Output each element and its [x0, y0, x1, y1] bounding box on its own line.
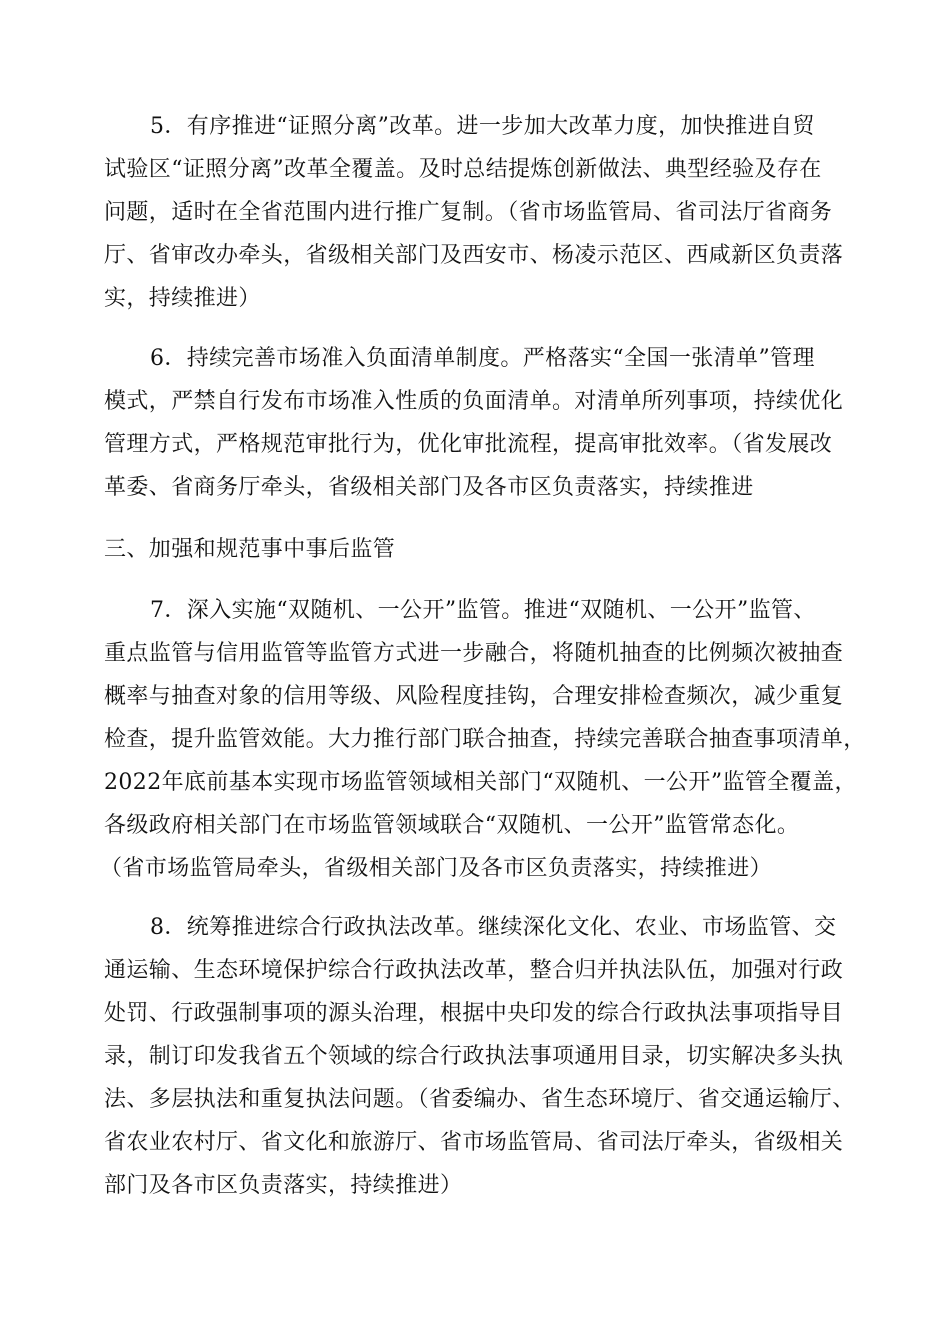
- paragraph-line: 重点监管与信用监管等监管方式进一步融合，将随机抽查的比例频次被抽查: [104, 641, 844, 666]
- paragraph-line: 7．深入实施“双随机、一公开”监管。推进“双随机、一公开”监管、: [150, 598, 816, 623]
- section-heading: 三、加强和规范事中事后监管: [104, 537, 396, 562]
- paragraph-line: （省市场监管局牵头，省级相关部门及各市区负责落实，持续推进）: [100, 856, 773, 881]
- paragraph-line: 5．有序推进“证照分离”改革。进一步加大改革力度，加快推进自贸: [150, 114, 815, 139]
- paragraph-line: 录，制订印发我省五个领域的综合行政执法事项通用目录，切实解决多头执: [104, 1044, 844, 1069]
- paragraph-line: 处罚、行政强制事项的源头治理，根据中央印发的综合行政执法事项指导目: [104, 1001, 844, 1026]
- paragraph-line: 检查，提升监管效能。大力推行部门联合抽查，持续完善联合抽查事项清单，: [104, 727, 866, 752]
- paragraph-line: 通运输、生态环境保护综合行政执法改革，整合归并执法队伍，加强对行政: [104, 958, 844, 983]
- paragraph-line: 实，持续推进）: [104, 286, 261, 311]
- paragraph-line: 8．统筹推进综合行政执法改革。继续深化文化、农业、市场监管、交: [150, 915, 837, 940]
- paragraph-line: 厅、省审改办牵头，省级相关部门及西安市、杨凌示范区、西咸新区负责落: [104, 243, 844, 268]
- paragraph-line: 概率与抽查对象的信用等级、风险程度挂钩，合理安排检查频次，减少重复: [104, 684, 844, 709]
- paragraph-line: 各级政府相关部门在市场监管领域联合“双随机、一公开”监管常态化。: [104, 813, 800, 838]
- paragraph-line: 6．持续完善市场准入负面清单制度。严格落实“全国一张清单”管理: [150, 346, 815, 371]
- paragraph-line: 模式，严禁自行发布市场准入性质的负面清单。对清单所列事项，持续优化: [104, 389, 844, 414]
- paragraph-line: 革委、省商务厅牵头，省级相关部门及各市区负责落实，持续推进: [104, 475, 754, 500]
- paragraph-line: 试验区“证照分离”改革全覆盖。及时总结提炼创新做法、典型经验及存在: [104, 157, 822, 182]
- paragraph-line: 2022年底前基本实现市场监管领域相关部门“双随机、一公开”监管全覆盖，: [104, 770, 857, 795]
- paragraph-line: 问题，适时在全省范围内进行推广复制。（省市场监管局、省司法厅省商务: [104, 200, 833, 225]
- paragraph-line: 管理方式，严格规范审批行为，优化审批流程，提高审批效率。（省发展改: [104, 432, 833, 457]
- paragraph-line: 省农业农村厅、省文化和旅游厅、省市场监管局、省司法厅牵头，省级相关: [104, 1130, 844, 1155]
- paragraph-line: 部门及各市区负责落实，持续推进）: [104, 1173, 463, 1198]
- paragraph-line: 法、多层执法和重复执法问题。（省委编办、省生态环境厅、省交通运输厅、: [104, 1087, 855, 1112]
